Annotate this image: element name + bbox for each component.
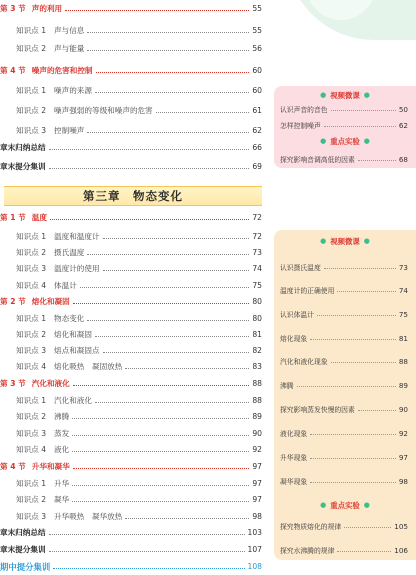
toc-entry[interactable] bbox=[0, 2, 262, 16]
resource-entry[interactable] bbox=[280, 102, 408, 116]
dot-leader bbox=[87, 132, 249, 133]
resource-page: 89 bbox=[398, 380, 408, 390]
dot-leader bbox=[49, 149, 250, 150]
page-number: 55 bbox=[252, 4, 262, 13]
bullet-icon: ● bbox=[320, 237, 327, 245]
entry-label: 汽化和液化 bbox=[31, 379, 70, 388]
resource-label: 怎样控制噪声 bbox=[280, 122, 321, 130]
knowledge-point-number: 知识点 4 bbox=[16, 362, 47, 371]
dot-leader bbox=[87, 320, 249, 321]
toc-entry[interactable] bbox=[0, 279, 262, 293]
resource-label: 认识摄氏温度 bbox=[280, 264, 321, 272]
page-number: 74 bbox=[252, 264, 262, 273]
resource-label: 探究影响音调高低的因素 bbox=[280, 156, 355, 164]
dot-leader bbox=[87, 254, 249, 255]
dot-leader bbox=[73, 385, 250, 386]
toc-entry[interactable] bbox=[0, 64, 262, 78]
panel-heading bbox=[274, 234, 416, 248]
bullet-icon: ● bbox=[363, 237, 370, 245]
dot-leader bbox=[73, 303, 250, 304]
knowledge-point-number: 知识点 1 bbox=[16, 396, 47, 405]
toc-entry[interactable] bbox=[0, 477, 262, 491]
entry-label: 熔化吸热 凝固放热 bbox=[54, 362, 123, 371]
resource-page: 106 bbox=[394, 545, 408, 555]
chapter-banner bbox=[4, 186, 262, 206]
entry-label: 章末提分集训 bbox=[0, 545, 46, 554]
toc-entry[interactable] bbox=[0, 427, 262, 441]
bullet-icon: ● bbox=[320, 91, 327, 99]
page-number: 80 bbox=[252, 297, 262, 306]
dot-leader bbox=[96, 72, 250, 73]
page-number: 80 bbox=[252, 314, 262, 323]
bullet-icon: ● bbox=[363, 501, 370, 509]
panel-heading bbox=[274, 134, 416, 148]
page-number: 72 bbox=[252, 232, 262, 241]
chapter-title: 第三章 物态变化 bbox=[83, 189, 183, 203]
resource-entry[interactable] bbox=[280, 402, 408, 416]
page-number: 81 bbox=[252, 330, 262, 339]
dot-leader bbox=[297, 386, 396, 387]
toc-entry[interactable] bbox=[0, 246, 262, 260]
knowledge-point-number: 知识点 3 bbox=[16, 512, 47, 521]
entry-label: 液化 bbox=[54, 445, 70, 454]
toc-entry[interactable] bbox=[0, 42, 262, 56]
resource-page: 97 bbox=[398, 452, 408, 462]
dot-leader bbox=[324, 268, 396, 269]
page-number: 55 bbox=[252, 26, 262, 35]
page-number: 82 bbox=[252, 346, 262, 355]
page-number: 97 bbox=[252, 495, 262, 504]
dot-leader bbox=[337, 551, 391, 552]
resource-page: 98 bbox=[398, 476, 408, 486]
dot-leader bbox=[72, 418, 249, 419]
resource-label: 探究影响蒸发快慢的因素 bbox=[280, 406, 355, 414]
resource-entry[interactable] bbox=[280, 378, 408, 392]
resource-page: 68 bbox=[398, 154, 408, 164]
entry-label: 噪声的危害和控制 bbox=[31, 66, 93, 75]
panel-heading-text: 视频微课 bbox=[330, 90, 360, 100]
panel-heading-text: 重点实验 bbox=[330, 500, 360, 510]
toc-entry[interactable] bbox=[0, 84, 262, 98]
resource-entry[interactable] bbox=[280, 260, 408, 274]
resource-page: 74 bbox=[398, 285, 408, 295]
dot-leader bbox=[310, 434, 396, 435]
knowledge-point-number: 知识点 2 bbox=[16, 495, 47, 504]
dot-leader bbox=[72, 435, 249, 436]
page-number: 60 bbox=[252, 86, 262, 95]
dot-leader bbox=[103, 352, 250, 353]
dot-leader bbox=[324, 126, 396, 127]
dot-leader bbox=[80, 287, 250, 288]
resource-label: 探究水沸腾的规律 bbox=[280, 547, 335, 555]
toc-entry[interactable] bbox=[0, 526, 262, 540]
resource-label: 熔化现象 bbox=[280, 335, 308, 343]
page-number: 60 bbox=[252, 66, 262, 75]
toc-entry[interactable] bbox=[0, 394, 262, 408]
page-number: 88 bbox=[252, 396, 262, 405]
resource-label: 认识声音的音色 bbox=[280, 106, 328, 114]
resource-entry[interactable] bbox=[280, 474, 408, 488]
dot-leader bbox=[95, 92, 249, 93]
toc-entry[interactable] bbox=[0, 295, 262, 309]
dot-leader bbox=[310, 458, 396, 459]
resource-page: 50 bbox=[398, 104, 408, 114]
page-number: 108 bbox=[247, 562, 262, 571]
resource-entry[interactable] bbox=[280, 354, 408, 368]
page-number: 90 bbox=[252, 429, 262, 438]
knowledge-point-number: 知识点 2 bbox=[16, 412, 47, 421]
section-number: 第 1 节 bbox=[0, 213, 26, 222]
entry-label: 章末归纳总结 bbox=[0, 143, 46, 152]
toc-entry[interactable] bbox=[0, 124, 262, 138]
page-number: 89 bbox=[252, 412, 262, 421]
resource-page: 105 bbox=[394, 521, 408, 531]
section-number: 第 3 节 bbox=[0, 379, 26, 388]
resource-entry[interactable] bbox=[280, 331, 408, 345]
resource-page: 90 bbox=[398, 404, 408, 414]
panel-heading bbox=[274, 88, 416, 102]
dot-leader bbox=[95, 336, 249, 337]
page-number: 107 bbox=[247, 545, 262, 554]
toc-entry[interactable] bbox=[0, 211, 262, 225]
dot-leader bbox=[103, 238, 250, 239]
toc-entry[interactable] bbox=[0, 24, 262, 38]
knowledge-point-number: 知识点 2 bbox=[16, 248, 47, 257]
dot-leader bbox=[331, 362, 396, 363]
resource-label: 升华现象 bbox=[280, 454, 308, 462]
panel-heading bbox=[274, 498, 416, 512]
entry-label: 温度和温度计 bbox=[54, 232, 100, 241]
knowledge-point-number: 知识点 1 bbox=[16, 232, 47, 241]
knowledge-point-number: 知识点 3 bbox=[16, 264, 47, 273]
toc-entry[interactable] bbox=[0, 262, 262, 276]
entry-label: 体温计 bbox=[54, 281, 77, 290]
dot-leader bbox=[310, 482, 396, 483]
page-number: 69 bbox=[252, 162, 262, 171]
panel-heading-text: 视频微课 bbox=[330, 236, 360, 246]
entry-label: 升华 bbox=[54, 479, 70, 488]
entry-label: 汽化和液化 bbox=[54, 396, 92, 405]
entry-label: 控制噪声 bbox=[54, 126, 85, 135]
dot-leader bbox=[49, 168, 250, 169]
toc-entry[interactable] bbox=[0, 443, 262, 457]
knowledge-point-number: 知识点 2 bbox=[16, 106, 47, 115]
resource-entry[interactable] bbox=[280, 450, 408, 464]
dot-leader bbox=[72, 485, 249, 486]
dot-leader bbox=[358, 410, 396, 411]
dot-leader bbox=[53, 568, 244, 569]
entry-label: 蒸发 bbox=[54, 429, 70, 438]
page-number: 88 bbox=[252, 379, 262, 388]
toc-entry[interactable] bbox=[0, 377, 262, 391]
toc-entry[interactable] bbox=[0, 312, 262, 326]
page-number: 103 bbox=[247, 528, 262, 537]
knowledge-point-number: 知识点 1 bbox=[16, 26, 47, 35]
dot-leader bbox=[125, 518, 249, 519]
page-number: 75 bbox=[252, 281, 262, 290]
bullet-icon: ● bbox=[363, 91, 370, 99]
toc-entry[interactable] bbox=[0, 460, 262, 474]
knowledge-point-number: 知识点 1 bbox=[16, 86, 47, 95]
page-number: 56 bbox=[252, 44, 262, 53]
entry-label: 章末提分集训 bbox=[0, 162, 46, 171]
page-number: 92 bbox=[252, 445, 262, 454]
section-number: 第 4 节 bbox=[0, 66, 26, 75]
page-number: 83 bbox=[252, 362, 262, 371]
toc-entry[interactable] bbox=[0, 160, 262, 174]
dot-leader bbox=[317, 315, 396, 316]
section-number: 第 4 节 bbox=[0, 462, 26, 471]
toc-entry[interactable] bbox=[0, 230, 262, 244]
page-number: 73 bbox=[252, 248, 262, 257]
toc-entry[interactable] bbox=[0, 410, 262, 424]
resource-page: 88 bbox=[398, 356, 408, 366]
entry-label: 温度 bbox=[31, 213, 47, 222]
dot-leader bbox=[87, 50, 249, 51]
page-number: 97 bbox=[252, 462, 262, 471]
resource-label: 温度计的正确使用 bbox=[280, 287, 335, 295]
resource-entry[interactable] bbox=[280, 283, 408, 297]
resource-label: 汽化和液化现象 bbox=[280, 358, 328, 366]
section-number: 第 2 节 bbox=[0, 297, 26, 306]
entry-label: 期中提分集训 bbox=[0, 562, 51, 572]
dot-leader bbox=[65, 10, 249, 11]
toc-entry[interactable] bbox=[0, 510, 262, 524]
resource-entry[interactable] bbox=[280, 118, 408, 132]
toc-entry[interactable] bbox=[0, 328, 262, 342]
entry-label: 熔化和凝固 bbox=[31, 297, 70, 306]
entry-label: 凝华 bbox=[54, 495, 70, 504]
knowledge-point-number: 知识点 2 bbox=[16, 330, 47, 339]
dot-leader bbox=[72, 501, 249, 502]
resource-page: 92 bbox=[398, 428, 408, 438]
dot-leader bbox=[95, 402, 249, 403]
toc-entry[interactable] bbox=[0, 360, 262, 374]
toc-entry[interactable] bbox=[0, 543, 262, 557]
knowledge-point-number: 知识点 3 bbox=[16, 346, 47, 355]
dot-leader bbox=[72, 451, 249, 452]
resource-entry[interactable] bbox=[280, 152, 408, 166]
entry-label: 噪声的来源 bbox=[54, 86, 92, 95]
knowledge-point-number: 知识点 3 bbox=[16, 126, 47, 135]
entry-label: 章末归纳总结 bbox=[0, 528, 46, 537]
dot-leader bbox=[310, 339, 396, 340]
toc-entry[interactable] bbox=[0, 344, 262, 358]
resource-entry[interactable] bbox=[280, 519, 408, 533]
knowledge-point-number: 知识点 1 bbox=[16, 314, 47, 323]
dot-leader bbox=[73, 468, 250, 469]
resource-label: 凝华现象 bbox=[280, 478, 308, 486]
page-number: 72 bbox=[252, 213, 262, 222]
bullet-icon: ● bbox=[320, 137, 327, 145]
dot-leader bbox=[49, 551, 245, 552]
dot-leader bbox=[103, 270, 250, 271]
dot-leader bbox=[344, 527, 391, 528]
panel-heading-text: 重点实验 bbox=[330, 136, 360, 146]
dot-leader bbox=[337, 291, 395, 292]
page-number: 61 bbox=[252, 106, 262, 115]
entry-label: 升华和凝华 bbox=[31, 462, 70, 471]
bullet-icon: ● bbox=[363, 137, 370, 145]
entry-label: 声的利用 bbox=[31, 4, 63, 13]
section-number: 第 3 节 bbox=[0, 4, 26, 13]
knowledge-point-number: 知识点 1 bbox=[16, 479, 47, 488]
resource-panel-yellow bbox=[274, 230, 416, 560]
resource-entry[interactable] bbox=[280, 307, 408, 321]
entry-label: 熔点和凝固点 bbox=[54, 346, 100, 355]
resource-panel-pink bbox=[274, 86, 416, 168]
bullet-icon: ● bbox=[320, 501, 327, 509]
toc-entry[interactable] bbox=[0, 141, 262, 155]
dot-leader bbox=[358, 160, 396, 161]
toc-entry[interactable] bbox=[0, 560, 262, 574]
page-number: 98 bbox=[252, 512, 262, 521]
entry-label: 声与信息 bbox=[54, 26, 85, 35]
knowledge-point-number: 知识点 2 bbox=[16, 44, 47, 53]
resource-page: 75 bbox=[398, 309, 408, 319]
page-number: 97 bbox=[252, 479, 262, 488]
resource-label: 沸腾 bbox=[280, 382, 294, 390]
resource-page: 81 bbox=[398, 333, 408, 343]
knowledge-point-number: 知识点 4 bbox=[16, 445, 47, 454]
resource-entry[interactable] bbox=[280, 426, 408, 440]
entry-label: 声与能量 bbox=[54, 44, 85, 53]
entry-label: 熔化和凝固 bbox=[54, 330, 92, 339]
entry-label: 噪声强弱的等级和噪声的危害 bbox=[54, 106, 153, 115]
knowledge-point-number: 知识点 3 bbox=[16, 429, 47, 438]
dot-leader bbox=[50, 219, 249, 220]
resource-page: 73 bbox=[398, 262, 408, 272]
page-number: 62 bbox=[252, 126, 262, 135]
toc-entry[interactable] bbox=[0, 493, 262, 507]
entry-label: 沸腾 bbox=[54, 412, 70, 421]
resource-label: 认识体温计 bbox=[280, 311, 314, 319]
page-number: 66 bbox=[252, 143, 262, 152]
entry-label: 温度计的使用 bbox=[54, 264, 100, 273]
entry-label: 摄氏温度 bbox=[54, 248, 85, 257]
resource-label: 液化现象 bbox=[280, 430, 308, 438]
knowledge-point-number: 知识点 4 bbox=[16, 281, 47, 290]
resource-entry[interactable] bbox=[280, 543, 408, 557]
dot-leader bbox=[87, 32, 249, 33]
resource-label: 探究物质熔化的规律 bbox=[280, 523, 342, 531]
dot-leader bbox=[331, 110, 396, 111]
entry-label: 升华吸热 凝华放热 bbox=[54, 512, 123, 521]
dot-leader bbox=[49, 534, 245, 535]
toc-entry[interactable] bbox=[0, 104, 262, 118]
dot-leader bbox=[125, 368, 249, 369]
dot-leader bbox=[156, 112, 250, 113]
entry-label: 物态变化 bbox=[54, 314, 85, 323]
resource-page: 62 bbox=[398, 120, 408, 130]
